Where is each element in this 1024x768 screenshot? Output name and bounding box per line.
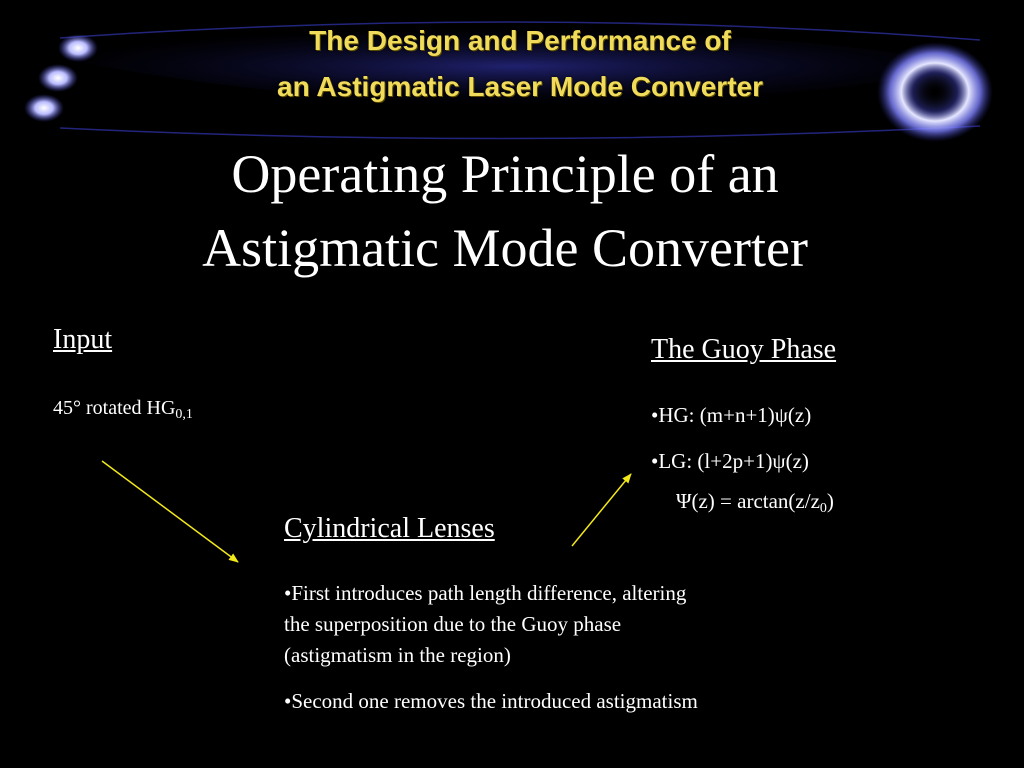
lenses-bullet1-line2: the superposition due to the Guoy phase [284,612,622,636]
input-text: 45° rotated HG [53,397,176,419]
lenses-bullet1-line3: (astigmatism in the region) [284,643,511,667]
slide-title-line2: Astigmatic Mode Converter [202,218,808,278]
psi-suffix: ) [826,489,834,513]
slide-title-line1: Operating Principle of an [231,144,779,204]
guoy-hg-item: •HG: (m+n+1)ψ(z) [651,403,812,427]
input-subscript: 0,1 [175,407,193,422]
banner-title-line2: an Astigmatic Laser Mode Converter [277,71,763,102]
banner-title-line1: The Design and Performance of [309,25,731,56]
arrow-input-to-lenses [102,461,238,562]
psi-prefix: Ψ(z) = arctan(z/z [676,489,820,513]
guoy-heading: The Guoy Phase [651,334,837,365]
lenses-bullet1-line1: •First introduces path length difference, altering [284,581,687,605]
arrow-lenses-to-guoy [572,474,631,546]
lenses-heading: Cylindrical Lenses [284,513,495,544]
input-heading: Input [53,324,113,355]
guoy-lg-item: •LG: (l+2p+1)ψ(z) [651,449,809,473]
lenses-bullet2: •Second one removes the introduced astigmatism [284,689,698,713]
psi-subscript: 0 [819,501,827,516]
